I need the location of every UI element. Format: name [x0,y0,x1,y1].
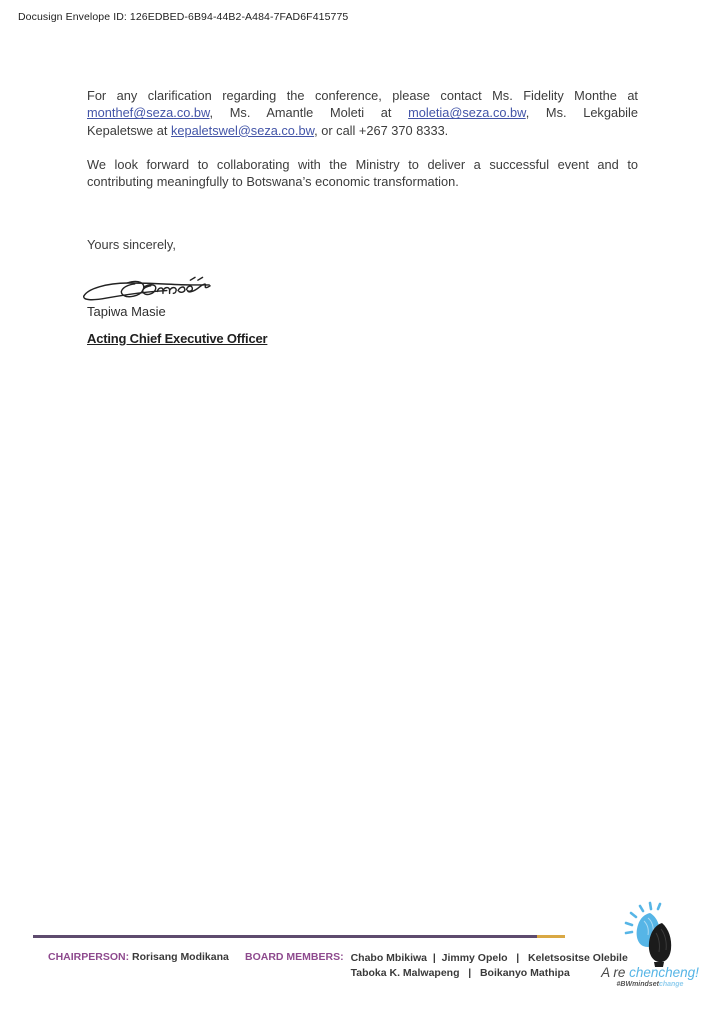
docusign-envelope-id: Docusign Envelope ID: 126EDBED-6B94-44B2-A484-7FAD6F415775 [18,11,349,23]
email-link-kepaletswel[interactable]: kepaletswel@seza.co.bw [170,122,315,138]
signer-name: Tapiwa Masie [87,304,166,319]
board-members-line-2: Taboka K. Malwapeng | Boikanyo Mathipa [350,967,570,979]
logo-tagline [585,965,715,980]
chairperson-entry [48,951,229,963]
text-line: For any clarification regarding the conference, please contact Ms. Fidelity Monthe at [87,88,638,103]
text-line: We look forward to collaborating with the Ministry to deliver a successful event and to [87,157,638,172]
hashtag-blue-part: change [658,981,684,988]
paragraph-contact-info [87,87,638,139]
board-members-line-1: Chabo Mbikiwa | Jimmy Opelo | Keletsositse Olebile [350,952,628,964]
signer-title: Acting Chief Executive Officer [87,331,268,346]
board-members-label: BOARD MEMBERS: [245,951,344,963]
hashtag-dark-part: #BWmindset [616,981,659,988]
text-line: Kepaletswe at kepaletswel@seza.co.bw, or call +267 370 8333. [87,122,449,138]
paragraph-collaboration [87,156,638,191]
email-link-moletia[interactable]: moletia@seza.co.bw [408,105,526,121]
board-members-entry [245,951,628,981]
logo-hashtag [585,981,715,988]
chairperson-name: Rorisang Modikana [132,951,229,963]
lightbulb-fingerprint-icon [602,897,698,967]
footer-divider-gold-segment [537,935,565,938]
text-line: monthef@seza.co.bw, Ms. Amantle Moleti at moletia@seza.co.bw, Ms. Lekgabile [87,105,638,121]
text-line: contributing meaningfully to Botswana’s economic transformation. [87,174,459,190]
email-link-monthef[interactable]: monthef@seza.co.bw [87,105,210,121]
handwritten-signature [80,276,212,307]
tagline-dark-part: A re [601,965,630,980]
tagline-blue-part: chencheng! [629,965,699,980]
chairperson-label: CHAIRPERSON: [48,951,130,963]
footer-divider-line [33,935,565,938]
brand-logo [585,897,715,988]
closing-salutation: Yours sincerely, [87,237,176,252]
